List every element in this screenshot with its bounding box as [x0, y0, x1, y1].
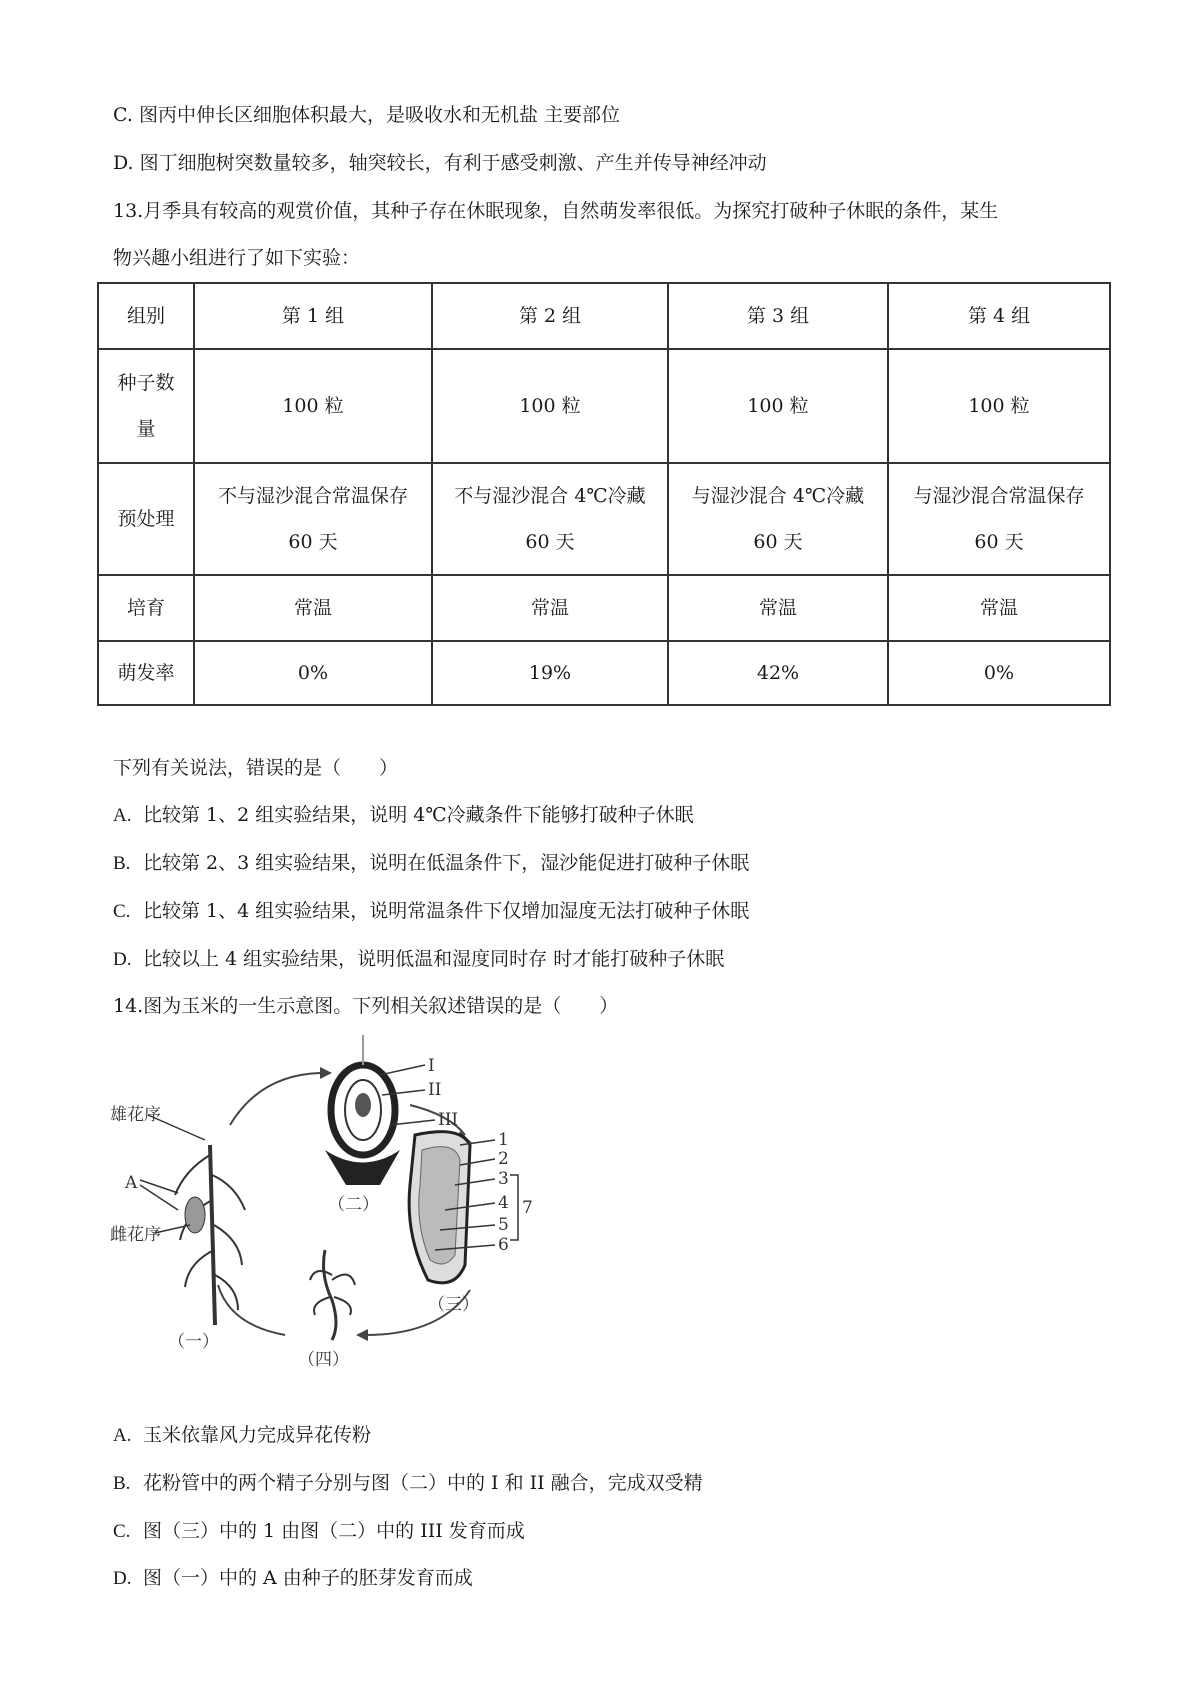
option-letter: C. — [113, 1521, 131, 1542]
q13-option-a — [113, 800, 694, 831]
label-fig2: （二） — [328, 1195, 379, 1215]
experiment-table — [97, 282, 1111, 706]
table-cell — [668, 463, 888, 575]
q14-option-a — [113, 1420, 371, 1451]
option-letter: A. — [113, 1425, 132, 1446]
q13-option-c — [113, 896, 749, 927]
corn-plant-drawing — [140, 1115, 245, 1325]
label-seed-6: 6 — [498, 1235, 509, 1255]
corn-life-cycle-figure — [110, 1035, 570, 1375]
table-cell: 100 粒 — [668, 349, 888, 463]
cycle-arrow-4 — [218, 1285, 285, 1335]
row-label: 预处理 — [98, 463, 194, 575]
cell-line: 不与湿沙混合常温保存 — [217, 485, 408, 507]
label-roman-3: III — [438, 1110, 459, 1130]
table-cell: 常温 — [194, 575, 432, 641]
q14-option-b — [113, 1468, 703, 1499]
label-female-inflorescence: 雌花序 — [110, 1225, 161, 1245]
cell-line: 60 天 — [974, 531, 1024, 553]
option-text: 花粉管中的两个精子分别与图（二）中的 I 和 II 融合，完成双受精 — [143, 1472, 703, 1494]
q14-stem: 14.图为玉米的一生示意图。下列相关叙述错误的是（ ） — [113, 995, 619, 1017]
q12-option-c: C. 图丙中伸长区细胞体积最大，是吸收水和无机盐 主要部位 — [113, 104, 620, 126]
option-text: 比较第 2、3 组实验结果，说明在低温条件下，湿沙能促进打破种子休眠 — [143, 852, 750, 874]
cell-line: 与湿沙混合 4℃冷藏 — [691, 485, 865, 507]
table-cell: 常温 — [668, 575, 888, 641]
table-cell: 42% — [668, 641, 888, 705]
label-fig3: （三） — [428, 1295, 479, 1315]
row-label — [98, 349, 194, 463]
table-row-pretreatment — [98, 463, 1110, 575]
row-label: 培育 — [98, 575, 194, 641]
table-cell: 100 粒 — [432, 349, 668, 463]
option-text: 比较第 1、4 组实验结果，说明常温条件下仅增加湿度无法打破种子休眠 — [143, 900, 750, 922]
cell-line: 60 天 — [525, 531, 575, 553]
arrow-head-icon — [356, 1329, 368, 1341]
table-header-cell: 第 4 组 — [888, 283, 1110, 349]
q12-option-d: D. 图丁细胞树突数量较多，轴突较长，有利于感受刺激、产生并传导神经冲动 — [113, 152, 767, 174]
label-roman-2: II — [428, 1080, 442, 1100]
table-cell — [432, 463, 668, 575]
cycle-arrow-1 — [230, 1073, 320, 1125]
table-cell — [888, 463, 1110, 575]
label-male-inflorescence: 雄花序 — [110, 1105, 161, 1125]
label-seed-3: 3 — [498, 1169, 509, 1189]
q13-option-d — [113, 944, 724, 975]
option-letter: B. — [113, 1473, 131, 1494]
option-letter: D. — [113, 949, 132, 970]
option-letter: C. — [113, 901, 131, 922]
label-seed-7: 7 — [522, 1198, 533, 1218]
option-letter: A. — [113, 805, 132, 826]
q13-stem-line-1: 13.月季具有较高的观赏价值，其种子存在休眠现象，自然萌发率很低。为探究打破种子休眠的条件，某生 — [113, 200, 999, 222]
row-label-line: 量 — [136, 418, 156, 440]
table-cell: 0% — [194, 641, 432, 705]
label-roman-1: I — [428, 1056, 435, 1076]
option-text: 图（一）中的 A 由种子的胚芽发育而成 — [143, 1567, 473, 1589]
table-header-cell: 第 3 组 — [668, 283, 888, 349]
label-seed-4: 4 — [498, 1193, 509, 1213]
q13-option-b — [113, 848, 749, 879]
table-header-cell: 组别 — [98, 283, 194, 349]
option-text: 比较以上 4 组实验结果，说明低温和湿度同时存 时才能打破种子休眠 — [143, 948, 725, 970]
option-text: 图（三）中的 1 由图（二）中的 III 发育而成 — [143, 1520, 525, 1542]
table-cell: 常温 — [888, 575, 1110, 641]
table-cell — [194, 463, 432, 575]
label-seed-5: 5 — [498, 1215, 509, 1235]
table-header-row — [98, 283, 1110, 349]
option-letter: D. — [113, 1568, 132, 1589]
q14-option-d — [113, 1563, 473, 1594]
table-cell: 0% — [888, 641, 1110, 705]
table-cell: 100 粒 — [888, 349, 1110, 463]
q13-stem-line-2: 物兴趣小组进行了如下实验： — [113, 247, 361, 269]
label-seed-2: 2 — [498, 1149, 509, 1169]
table-cell: 100 粒 — [194, 349, 432, 463]
q14-option-c — [113, 1516, 525, 1547]
table-row-germination-rate — [98, 641, 1110, 705]
cell-line: 60 天 — [288, 531, 338, 553]
seedling-drawing — [310, 1250, 355, 1340]
label-fig4: （四） — [298, 1350, 349, 1370]
label-seed-1: 1 — [498, 1130, 509, 1150]
label-a: A — [125, 1173, 138, 1193]
cell-line: 60 天 — [753, 531, 803, 553]
table-cell: 19% — [432, 641, 668, 705]
option-letter: B. — [113, 853, 131, 874]
table-row-seed-count — [98, 349, 1110, 463]
table-cell: 常温 — [432, 575, 668, 641]
cell-line: 不与湿沙混合 4℃冷藏 — [454, 485, 646, 507]
row-label: 萌发率 — [98, 641, 194, 705]
row-label-line: 种子数 — [117, 372, 175, 394]
label-fig1: （一） — [168, 1332, 219, 1352]
q13-question: 下列有关说法，错误的是（ ） — [113, 757, 399, 779]
table-row-cultivation — [98, 575, 1110, 641]
option-text: 比较第 1、2 组实验结果，说明 4℃冷藏条件下能够打破种子休眠 — [143, 804, 694, 826]
cell-line: 与湿沙混合常温保存 — [913, 485, 1085, 507]
arrow-head-icon — [320, 1067, 332, 1079]
table-header-cell: 第 1 组 — [194, 283, 432, 349]
option-text: 玉米依靠风力完成异花传粉 — [143, 1424, 372, 1446]
table-header-cell: 第 2 组 — [432, 283, 668, 349]
